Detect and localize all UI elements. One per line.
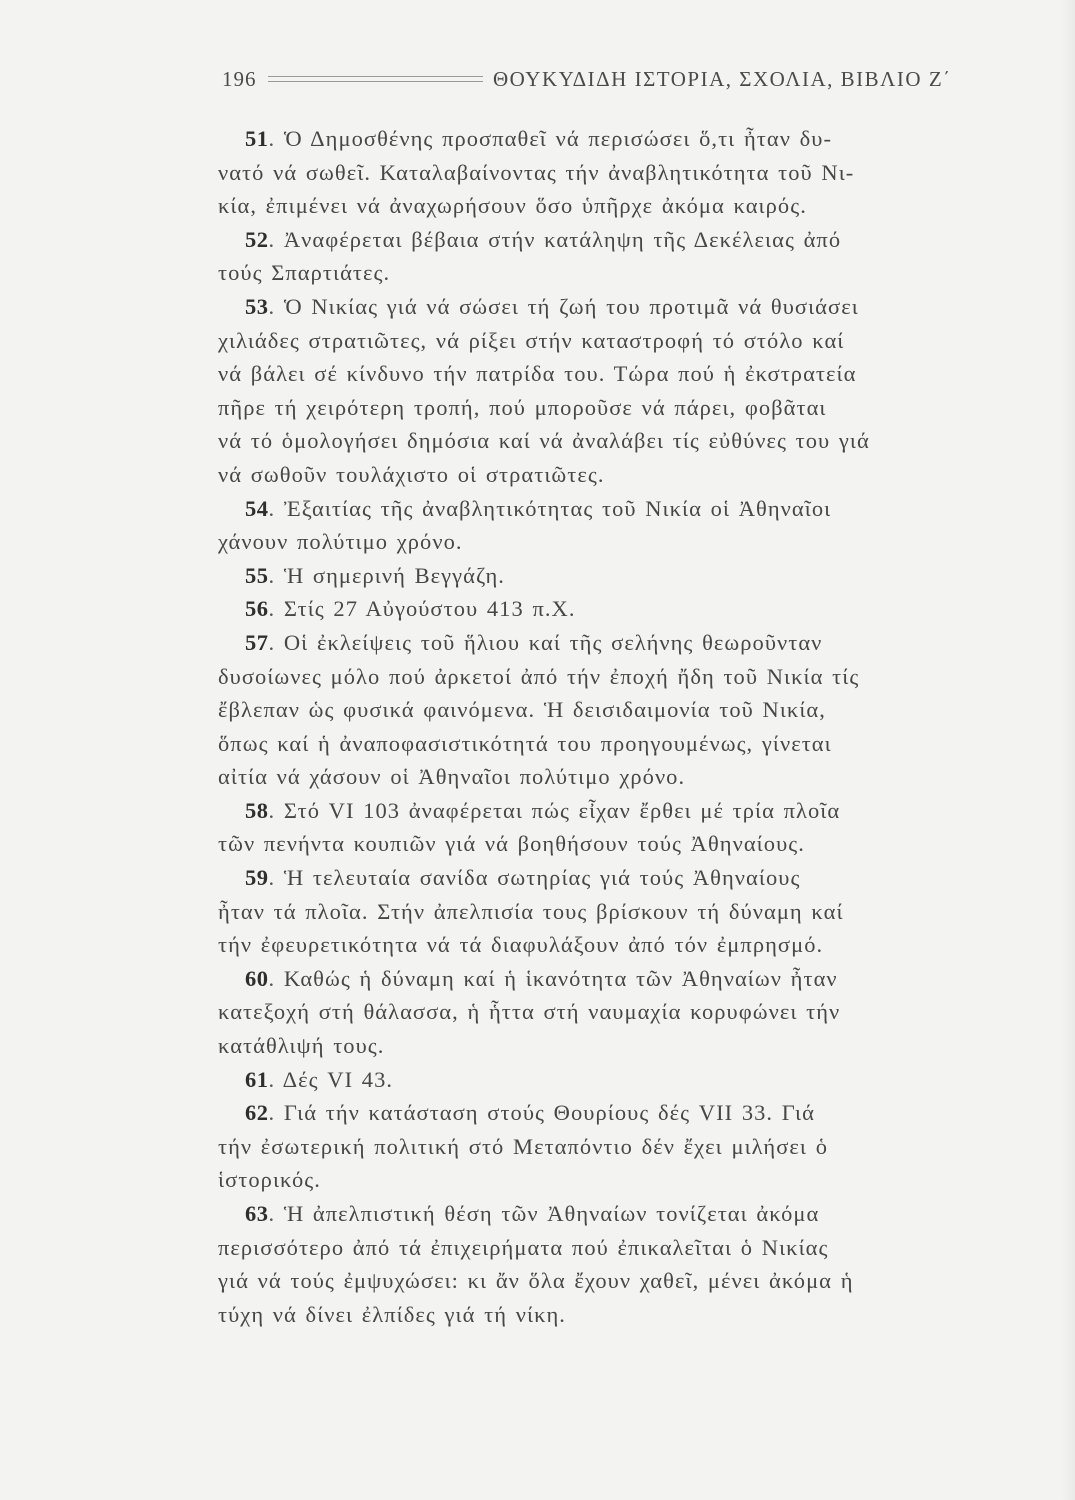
- endnote-line: [218, 525, 1018, 559]
- endnote-text: ὅπως καί ἡ ἀναποφασιστικότητά του προηγουμένως, γίνεται: [218, 730, 832, 756]
- endnote-number-dot: .: [268, 226, 276, 252]
- endnote-line: [218, 223, 1018, 257]
- endnote-number: 63: [245, 1201, 269, 1226]
- endnote: [218, 592, 1018, 626]
- endnote-line: [218, 290, 1018, 324]
- endnote-text: Ὁ Νικίας γιά νά σώσει τή ζωή του προτιμᾶ νά θυσιάσει: [275, 293, 859, 319]
- endnote-line: [218, 559, 1018, 593]
- endnote-number-dot: .: [268, 293, 276, 319]
- endnote-text: Ἡ τελευταία σανίδα σωτηρίας γιά τούς Ἀθηναίους: [275, 865, 801, 891]
- endnote: [218, 962, 1018, 1063]
- endnote-line: [218, 660, 1018, 694]
- endnote-text: Ἀναφέρεται βέβαια στήν κατάληψη τῆς Δεκέλειας ἀπό: [275, 226, 842, 252]
- endnote-text: δυσοίωνες μόλο πού ἀρκετοί ἀπό τήν ἐποχή ἤδη τοῦ Νικία τίς: [218, 663, 860, 689]
- endnote-text: κατεξοχή στή θάλασσα, ἡ ἧττα στή ναυμαχία κορυφώνει τήν: [218, 999, 841, 1025]
- endnote-text: τήν ἐφευρετικότητα νά τά διαφυλάξουν ἀπό τόν ἐμπρησμό.: [218, 932, 824, 958]
- endnote-line: [218, 1264, 1018, 1298]
- endnote-number-dot: .: [268, 629, 276, 655]
- endnote: [218, 122, 1018, 223]
- endnote-line: [218, 962, 1018, 996]
- endnote-line: [218, 1029, 1018, 1063]
- endnote-line: [218, 928, 1018, 962]
- endnote-line: [218, 1130, 1018, 1164]
- endnote-text: Ὁ Δημοσθένης προσπαθεῖ νά περισώσει ὅ,τι ἦταν δυ-: [275, 126, 832, 151]
- endnote-number: 52: [245, 226, 269, 252]
- endnote-line: [218, 424, 1018, 458]
- endnote-text: νά τό ὁμολογήσει δημόσια καί νά ἀναλάβει τίς εὐθύνες του γιά: [218, 428, 870, 454]
- endnote-text: νά βάλει σέ κίνδυνο τήν πατρίδα του. Τώρα πού ἡ ἐκστρατεία: [218, 361, 857, 387]
- endnote: [218, 492, 1018, 559]
- endnote: [218, 794, 1018, 861]
- endnote-line: [218, 391, 1018, 425]
- endnote-number: 61: [245, 1066, 269, 1092]
- endnote-number-dot: .: [268, 797, 276, 823]
- endnote-text: ἱστορικός.: [218, 1167, 321, 1193]
- endnote: [218, 290, 1018, 492]
- endnote-text: Ἐξαιτίας τῆς ἀναβλητικότητας τοῦ Νικία οἱ Ἀθηναῖοι: [275, 495, 832, 521]
- endnote: [218, 626, 1018, 794]
- endnote-line: [218, 861, 1018, 895]
- endnote-text: ἔβλεπαν ὡς φυσικά φαινόμενα. Ἡ δεισιδαιμονία τοῦ Νικία,: [218, 697, 826, 723]
- endnote-text: κία, ἐπιμένει νά ἀναχωρήσουν ὅσο ὑπῆρχε ἀκόμα καιρός.: [218, 193, 807, 219]
- endnote-text: Ἡ σημερινή Βεγγάζη.: [275, 562, 505, 588]
- endnotes-list: [218, 122, 1018, 1331]
- endnote-number-dot: .: [268, 596, 276, 622]
- running-title: ΘΟΥΚΥΔΙΔΗ ΙΣΤΟΡΙΑ, ΣΧΟΛΙΑ, ΒΙΒΛΙΟ Ζ΄: [493, 66, 952, 91]
- endnote-text: Στό VI 103 ἀναφέρεται πώς εἶχαν ἔρθει μέ τρία πλοῖα: [275, 797, 841, 823]
- endnote-number-dot: .: [268, 495, 276, 521]
- endnote-number-dot: .: [268, 1100, 276, 1126]
- endnote-text: τήν ἐσωτερική πολιτική στό Μεταπόντιο δέν ἔχει μιλήσει ὁ: [218, 1133, 829, 1159]
- endnote-number: 59: [245, 865, 269, 891]
- endnote-line: [218, 1197, 1018, 1231]
- endnote-text: Οἱ ἐκλείψεις τοῦ ἥλιου καί τῆς σελήνης θεωροῦνταν: [275, 629, 823, 655]
- endnote-number: 54: [245, 495, 269, 521]
- endnote-line: [218, 122, 1018, 156]
- endnote-line: [218, 760, 1018, 794]
- endnote-text: τύχη νά δίνει ἐλπίδες γιά τή νίκη.: [218, 1301, 566, 1327]
- endnote-line: [218, 995, 1018, 1029]
- endnote-number: 58: [245, 797, 269, 823]
- endnote-line: [218, 156, 1018, 190]
- endnote-text: πῆρε τή χειρότερη τροπή, πού μποροῦσε νά πάρει, φοβᾶται: [218, 394, 827, 420]
- endnote-line: [218, 1163, 1018, 1197]
- header-double-rule: [268, 76, 483, 82]
- endnote: [218, 559, 1018, 593]
- endnote-line: [218, 794, 1018, 828]
- endnote-line: [218, 727, 1018, 761]
- page-number: 196: [222, 66, 257, 91]
- endnote-line: [218, 693, 1018, 727]
- endnote-line: [218, 1231, 1018, 1265]
- endnote: [218, 1197, 1018, 1331]
- endnote-number: 53: [245, 293, 269, 319]
- endnote-number-dot: .: [268, 965, 276, 991]
- endnote-text: Στίς 27 Αὐγούστου 413 π.Χ.: [275, 596, 576, 622]
- endnote-line: [218, 492, 1018, 526]
- endnote-text: Γιά τήν κατάσταση στούς Θουρίους δές VII 33. Γιά: [275, 1100, 815, 1126]
- endnote-line: [218, 324, 1018, 358]
- endnote-line: [218, 1063, 1018, 1097]
- endnote-text: νατό νά σωθεῖ. Καταλαβαίνοντας τήν ἀναβλητικότητα τοῦ Νι-: [218, 159, 855, 185]
- endnote: [218, 861, 1018, 962]
- endnote-number: 56: [245, 596, 269, 622]
- endnote: [218, 1063, 1018, 1097]
- endnote-line: [218, 256, 1018, 290]
- endnote: [218, 1096, 1018, 1197]
- endnote-number: 51: [245, 126, 269, 151]
- endnote-text: χιλιάδες στρατιῶτες, νά ρίξει στήν καταστροφή τό στόλο καί: [218, 327, 845, 353]
- endnote-text: Δές VI 43.: [275, 1066, 394, 1092]
- endnote-line: [218, 357, 1018, 391]
- endnote-line: [218, 1298, 1018, 1332]
- endnote-number-dot: .: [268, 865, 276, 891]
- endnote-line: [218, 458, 1018, 492]
- endnote-number: 62: [245, 1100, 269, 1126]
- endnote-line: [218, 592, 1018, 626]
- endnote-number: 55: [245, 562, 269, 588]
- page-edge-shadow: [1061, 0, 1075, 1500]
- endnote-text: Καθώς ἡ δύναμη καί ἡ ἱκανότητα τῶν Ἀθηναίων ἦταν: [275, 965, 838, 991]
- endnote-text: Ἡ ἀπελπιστική θέση τῶν Ἀθηναίων τονίζεται ἀκόμα: [275, 1201, 820, 1226]
- endnote: [218, 223, 1018, 290]
- endnote-number-dot: .: [268, 562, 276, 588]
- endnote-text: νά σωθοῦν τουλάχιστο οἱ στρατιῶτες.: [218, 461, 605, 487]
- endnote-text: τούς Σπαρτιάτες.: [218, 260, 391, 286]
- endnote-number: 60: [245, 965, 269, 991]
- endnote-number-dot: .: [268, 126, 276, 151]
- endnote-line: [218, 1096, 1018, 1130]
- endnote-line: [218, 189, 1018, 223]
- endnote-text: περισσότερο ἀπό τά ἐπιχειρήματα πού ἐπικαλεῖται ὁ Νικίας: [218, 1234, 829, 1260]
- endnote-line: [218, 626, 1018, 660]
- endnote-number: 57: [245, 629, 269, 655]
- endnote-text: χάνουν πολύτιμο χρόνο.: [218, 529, 463, 555]
- page-header: [222, 62, 1022, 96]
- endnote-text: αἰτία νά χάσουν οἱ Ἀθηναῖοι πολύτιμο χρόνο.: [218, 764, 686, 790]
- endnote-line: [218, 827, 1018, 861]
- endnote-number-dot: .: [268, 1201, 276, 1226]
- endnote-line: [218, 895, 1018, 929]
- endnote-text: κατάθλιψή τους.: [218, 1033, 385, 1059]
- endnote-text: τῶν πενήντα κουπιῶν γιά νά βοηθήσουν τούς Ἀθηναίους.: [218, 831, 805, 857]
- endnote-text: ἦταν τά πλοῖα. Στήν ἀπελπισία τους βρίσκουν τή δύναμη καί: [218, 898, 844, 924]
- endnote-text: γιά νά τούς ἐμψυχώσει: κι ἄν ὅλα ἔχουν χαθεῖ, μένει ἀκόμα ἡ: [218, 1268, 854, 1294]
- endnote-number-dot: .: [268, 1066, 276, 1092]
